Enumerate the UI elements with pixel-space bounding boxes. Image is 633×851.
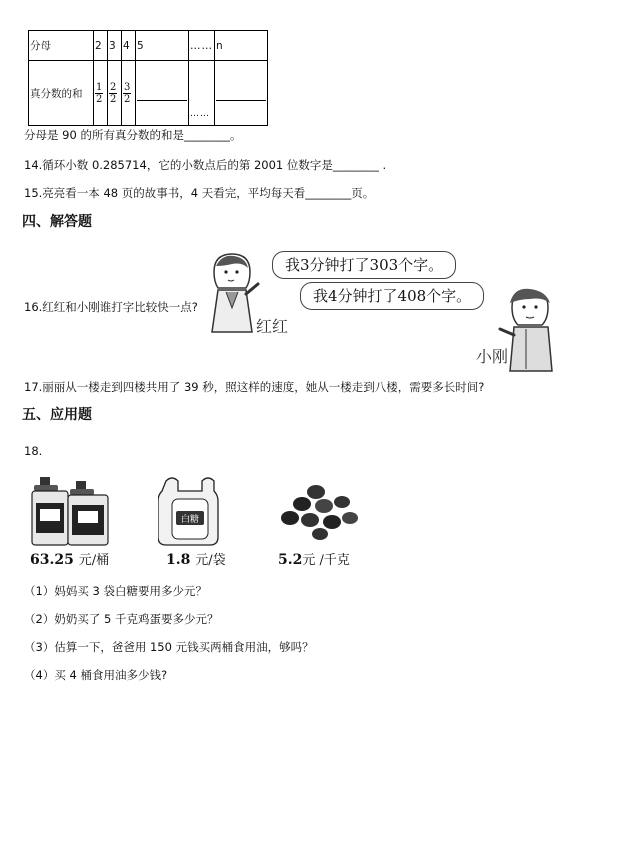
eggs-icon <box>272 480 362 546</box>
question-15: 15.亮亮看一本 48 页的故事书，4 天看完，平均每天看________页。 <box>24 186 375 200</box>
denominator-cell: …… <box>189 31 215 61</box>
bag-label: 白糖 <box>180 515 200 525</box>
denominator-cell: 2 <box>94 31 108 61</box>
subquestion-2: （2）奶奶买了 5 千克鸡蛋要多少元？ <box>24 612 219 626</box>
question-14: 14.循环小数 0.285714，它的小数点后的第 2001 位数字是________ . <box>24 158 387 172</box>
sum-cell <box>122 61 136 126</box>
row1-label: 分母 <box>29 31 94 61</box>
answer-blank[interactable] <box>136 61 189 126</box>
fraction-table <box>28 30 268 126</box>
speech-bubble-1: 我3分钟打了303个字。 <box>272 251 456 279</box>
sum-cell <box>94 61 108 126</box>
price-eggs: 5.2元 /千克 <box>278 552 350 568</box>
subquestion-4: （4）买 4 桶食用油多少钱? <box>24 668 168 682</box>
fraction: $\frac{1}{2}$ <box>96 82 103 105</box>
denominator-cell: n <box>215 31 268 61</box>
girl-illustration-icon <box>200 250 260 335</box>
oil-barrels-icon <box>30 475 112 547</box>
subquestion-1: （1）妈妈买 3 袋白糖要用多少元？ <box>24 584 207 598</box>
price-sugar: 1.8 元/袋 <box>166 552 226 568</box>
sum-cell <box>108 61 122 126</box>
sugar-bag-icon <box>158 475 222 547</box>
section-4-heading: 四、解答题 <box>22 214 92 230</box>
denominator-cell: 4 <box>122 31 136 61</box>
question-13-tail: 分母是 90 的所有真分数的和是________。 <box>24 128 242 142</box>
answer-blank[interactable] <box>215 61 268 126</box>
fraction: $\frac{2}{2}$ <box>110 82 117 105</box>
denominator-cell: 5 <box>136 31 189 61</box>
price-oil: 63.25 元/桶 <box>30 552 110 568</box>
section-5-heading: 五、应用题 <box>22 407 92 423</box>
question-17: 17.丽丽从一楼走到四楼共用了 39 秒，照这样的速度，她从一楼走到八楼，需要多长时间? <box>24 380 485 394</box>
name-label-1: 红红 <box>256 317 289 336</box>
name-label-2: 小刚 <box>476 347 509 366</box>
subquestion-3: （3）估算一下，爸爸用 150 元钱买两桶食用油，够吗？ <box>24 640 314 654</box>
denominator-cell: 3 <box>108 31 122 61</box>
row2-label: 真分数的和 <box>29 61 94 126</box>
question-16: 16.红红和小刚谁打字比较快一点? <box>24 300 198 314</box>
question-18: 18. <box>24 444 43 458</box>
fraction: $\frac{3}{2}$ <box>124 82 131 105</box>
dots-cell: …… <box>189 61 215 126</box>
speech-bubble-2: 我4分钟打了408个字。 <box>300 282 484 310</box>
